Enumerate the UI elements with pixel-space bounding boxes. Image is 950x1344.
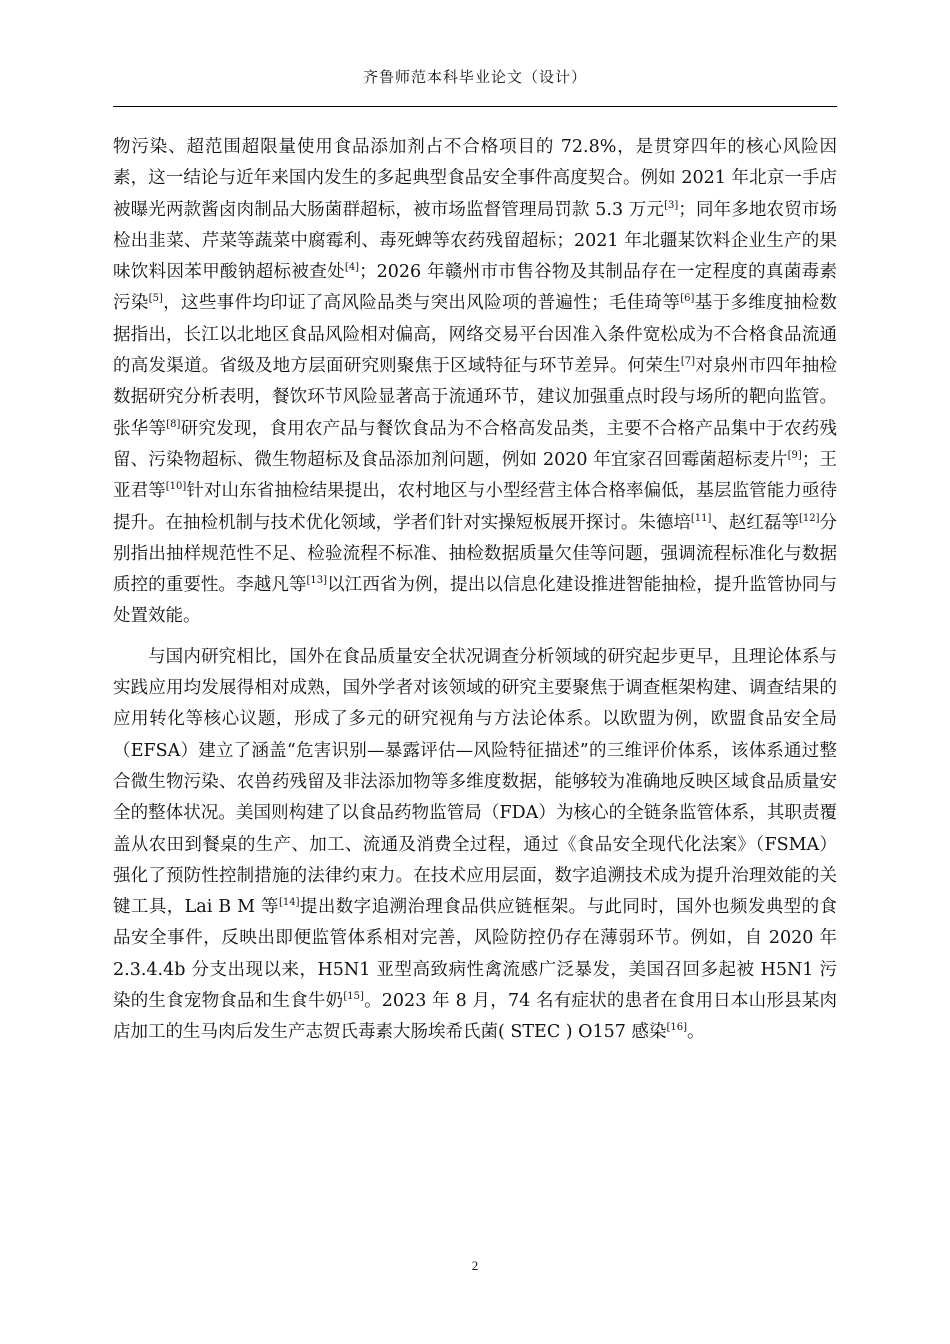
citation-marker: [13]: [306, 575, 327, 587]
citation-marker: [3]: [664, 199, 679, 211]
paragraph-2: 与国内研究相比，国外在食品质量安全状况调查分析领域的研究起步更早，且理论体系与实践应用均发展得相对成熟，国外学者对该领域的研究主要聚焦于调查框架构建、调查结果的应用转化等核心议题，形成了多元的研究视角与方法论体系。以欧盟为例，欧盟食品安全局（EFSA）建立了涵盖“危害识别—暴露评估—风险特征描述”的三维评价体系，该体系通过整合微生物污染、农兽药残留及非法添加物等多维度数据，能够较为准确地反映区域食品质量安全的整体状况。美国则构建了以食品药物监管局（FDA）为核心的全链条监管体系，其职责覆盖从农田到餐桌的生产、加工、流通及消费全过程，通过《食品安全现代化法案》（FSMA）强化了预防性控制措施的法律约束力。在技术应用层面，数字追溯技术成为提升治理效能的关键工具，Lai B M 等[14]提出数字追溯治理食品供应链框架。与此同时，国外也频发典型的食品安全事件，反映出即便监管体系相对完善，风险防控仍存在薄弱环节。例如，自 2020 年 2.3.4.4b 分支出现以来，H5N1 亚型高致病性禽流感广泛暴发，美国召回多起被 H5N1 污染的生食宠物食品和生食牛奶[15]。2023 年 8 月，74 名有症状的患者在食用日本山形县某肉店加工的生马肉后发生产志贺氏毒素大肠埃希氏菌( STEC ) O157 感染[16]。: [113, 646, 838, 1043]
citation-marker: [10]: [165, 481, 187, 493]
citation-marker: [14]: [278, 897, 300, 909]
page-number: 2: [471, 1258, 479, 1273]
citation-marker: [8]: [166, 418, 181, 430]
body-text: [113, 132, 837, 1049]
header-divider: [113, 106, 837, 107]
citation-marker: [6]: [680, 293, 695, 305]
citation-marker: [16]: [666, 1022, 688, 1034]
citation-marker: [5]: [148, 293, 163, 305]
running-header: 齐鲁师范本科毕业论文（设计）: [362, 68, 587, 86]
paragraph-1: 物污染、超范围超限量使用食品添加剂占不合格项目的 72.8%，是贯穿四年的核心风险因素，这一结论与近年来国内发生的多起典型食品安全事件高度契合。例如 2021 年北京一手店被曝光两款酱卤肉制品大肠菌群超标，被市场监督管理局罚款 5.3 万元[3]；同年多地农贸市场检出韭菜、芹菜等蔬菜中腐霉利、毒死蜱等农药残留超标；2021 年北疆某饮料企业生产的果味饮料因苯甲酸钠超标被查处[4]；2026 年赣州市市售谷物及其制品存在一定程度的真菌毒素污染[5]，这些事件均印证了高风险品类与突出风险项的普遍性；毛佳琦等[6]基于多维度抽检数据指出，长江以北地区食品风险相对偏高，网络交易平台因准入条件宽松成为不合格食品流通的高发渠道。省级及地方层面研究则聚焦于区域特征与环节差异。何荣生[7]对泉州市四年抽检数据研究分析表明，餐饮环节风险显著高于流通环节，建议加强重点时段与场所的靶向监管。张华等[8]研究发现，食用农产品与餐饮食品为不合格高发品类，主要不合格产品集中于农药残留、污染物超标、微生物超标及食品添加剂问题，例如 2020 年宜家召回霉菌超标麦片[9]；王亚君等[10]针对山东省抽检结果提出，农村地区与小型经营主体合格率偏低，基层监管能力亟待提升。在抽检机制与技术优化领域，学者们针对实操短板展开探讨。朱德培[11]、赵红磊等[12]分别指出抽样规范性不足、检验流程不标准、抽检数据质量欠佳等问题，强调流程标准化与数据质控的重要性。李越凡等[13]以江西省为例，提出以信息化建设推进智能抽检，提升监管协同与处置效能。: [113, 137, 838, 627]
citation-marker: [7]: [680, 356, 696, 368]
citation-marker: [11]: [690, 512, 712, 524]
citation-marker: [9]: [787, 450, 802, 462]
citation-marker: [4]: [344, 262, 360, 274]
citation-marker: [12]: [798, 512, 820, 524]
citation-marker: [15]: [343, 991, 364, 1003]
